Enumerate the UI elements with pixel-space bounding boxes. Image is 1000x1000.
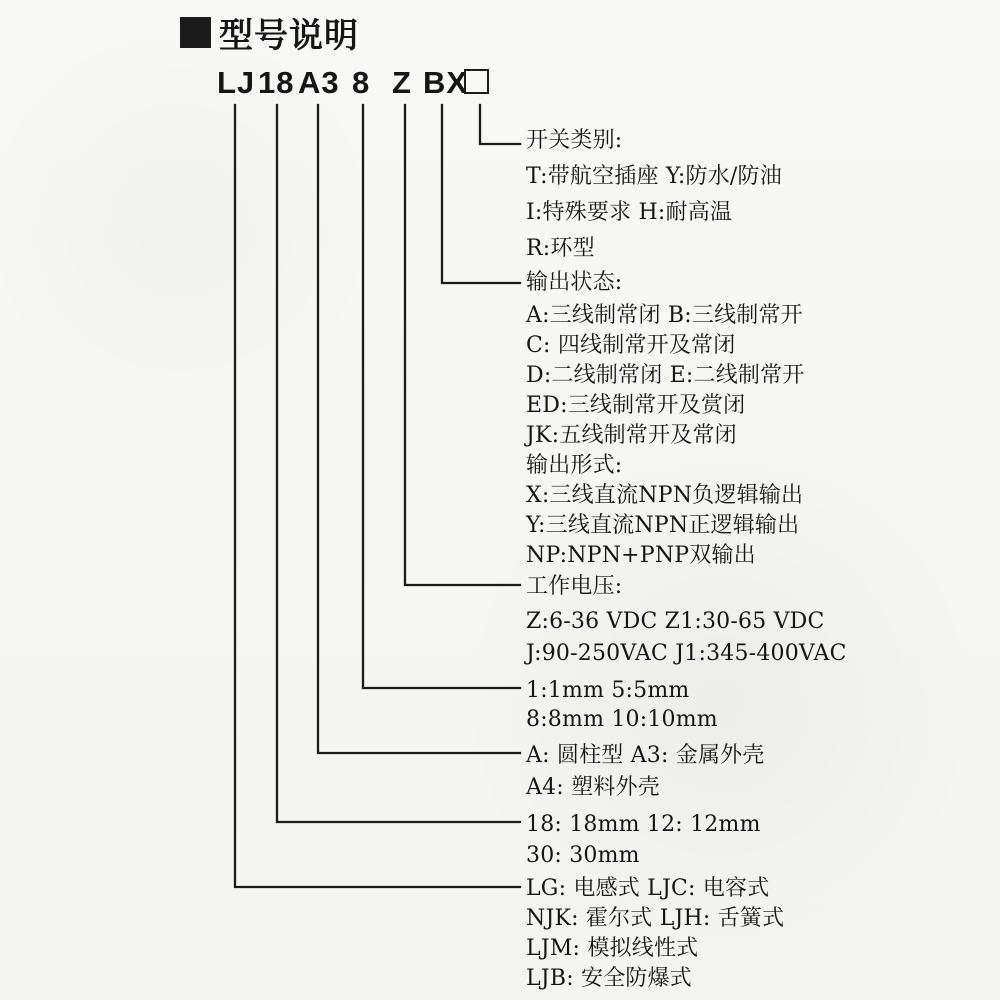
connector-z xyxy=(405,105,520,585)
page-title xyxy=(180,10,359,54)
output-form-title: 输出形式: xyxy=(526,453,623,478)
sensing-distance-line-1: 1:1mm 5:5mm xyxy=(526,678,690,703)
code-segment-z: Z xyxy=(392,65,412,100)
connector-box xyxy=(480,105,520,144)
switch-type-line-2: I:特殊要求 H:耐高温 xyxy=(526,200,733,225)
connector-bx xyxy=(442,105,520,283)
code-segment-a3: A3 xyxy=(298,65,340,100)
principle-line-4: LJB: 安全防爆式 xyxy=(526,966,693,991)
switch-type-line-3: R:环型 xyxy=(526,236,595,261)
output-state-title: 输出状态: xyxy=(526,270,623,295)
connector-18 xyxy=(277,105,520,822)
housing-line-2: A4: 塑料外壳 xyxy=(526,775,660,800)
code-segment-lj: LJ xyxy=(217,65,256,100)
working-voltage-line-1: Z:6-36 VDC Z1:30-65 VDC xyxy=(526,609,825,634)
sensing-distance-line-2: 8:8mm 10:10mm xyxy=(526,707,718,732)
output-state-line-2: C: 四线制常开及常闭 xyxy=(526,333,736,358)
working-voltage-line-2: J:90-250VAC J1:345-400VAC xyxy=(526,641,847,666)
connector-lj xyxy=(235,105,520,887)
principle-line-2: NJK: 霍尔式 LJH: 舌簧式 xyxy=(526,906,785,931)
title-text: 型号说明 xyxy=(219,15,359,56)
output-state-line-3: D:二线制常闭 E:二线制常开 xyxy=(526,363,805,388)
output-state-line-5: JK:五线制常开及常闭 xyxy=(526,423,737,448)
code-segment-bx: BX xyxy=(423,65,469,100)
model-code xyxy=(0,65,1000,105)
output-form-line-3: NP:NPN+PNP双输出 xyxy=(526,543,756,568)
principle-line-3: LJM: 模拟线性式 xyxy=(526,936,699,961)
switch-type-title: 开关类别: xyxy=(526,128,623,153)
switch-type-line-1: T:带航空插座 Y:防水/防油 xyxy=(526,164,782,189)
principle-line-1: LG: 电感式 LJC: 电容式 xyxy=(526,876,770,901)
output-state-line-4: ED:三线制常开及赏闭 xyxy=(526,393,746,418)
code-segment-8: 8 xyxy=(352,65,371,100)
title-square-icon xyxy=(180,17,211,48)
housing-line-1: A: 圆柱型 A3: 金属外壳 xyxy=(526,743,765,768)
diameter-line-1: 18: 18mm 12: 12mm xyxy=(526,812,761,837)
blank-code-box xyxy=(464,69,489,94)
connector-a3 xyxy=(318,105,520,753)
output-state-line-1: A:三线制常闭 B:三线制常开 xyxy=(526,303,803,328)
code-segment-18: 18 xyxy=(258,65,295,100)
output-form-line-2: Y:三线直流NPN正逻辑输出 xyxy=(526,513,800,538)
working-voltage-title: 工作电压: xyxy=(526,574,623,599)
output-form-line-1: X:三线直流NPN负逻辑输出 xyxy=(526,483,804,508)
connector-8 xyxy=(363,105,520,688)
diameter-line-2: 30: 30mm xyxy=(526,843,640,868)
